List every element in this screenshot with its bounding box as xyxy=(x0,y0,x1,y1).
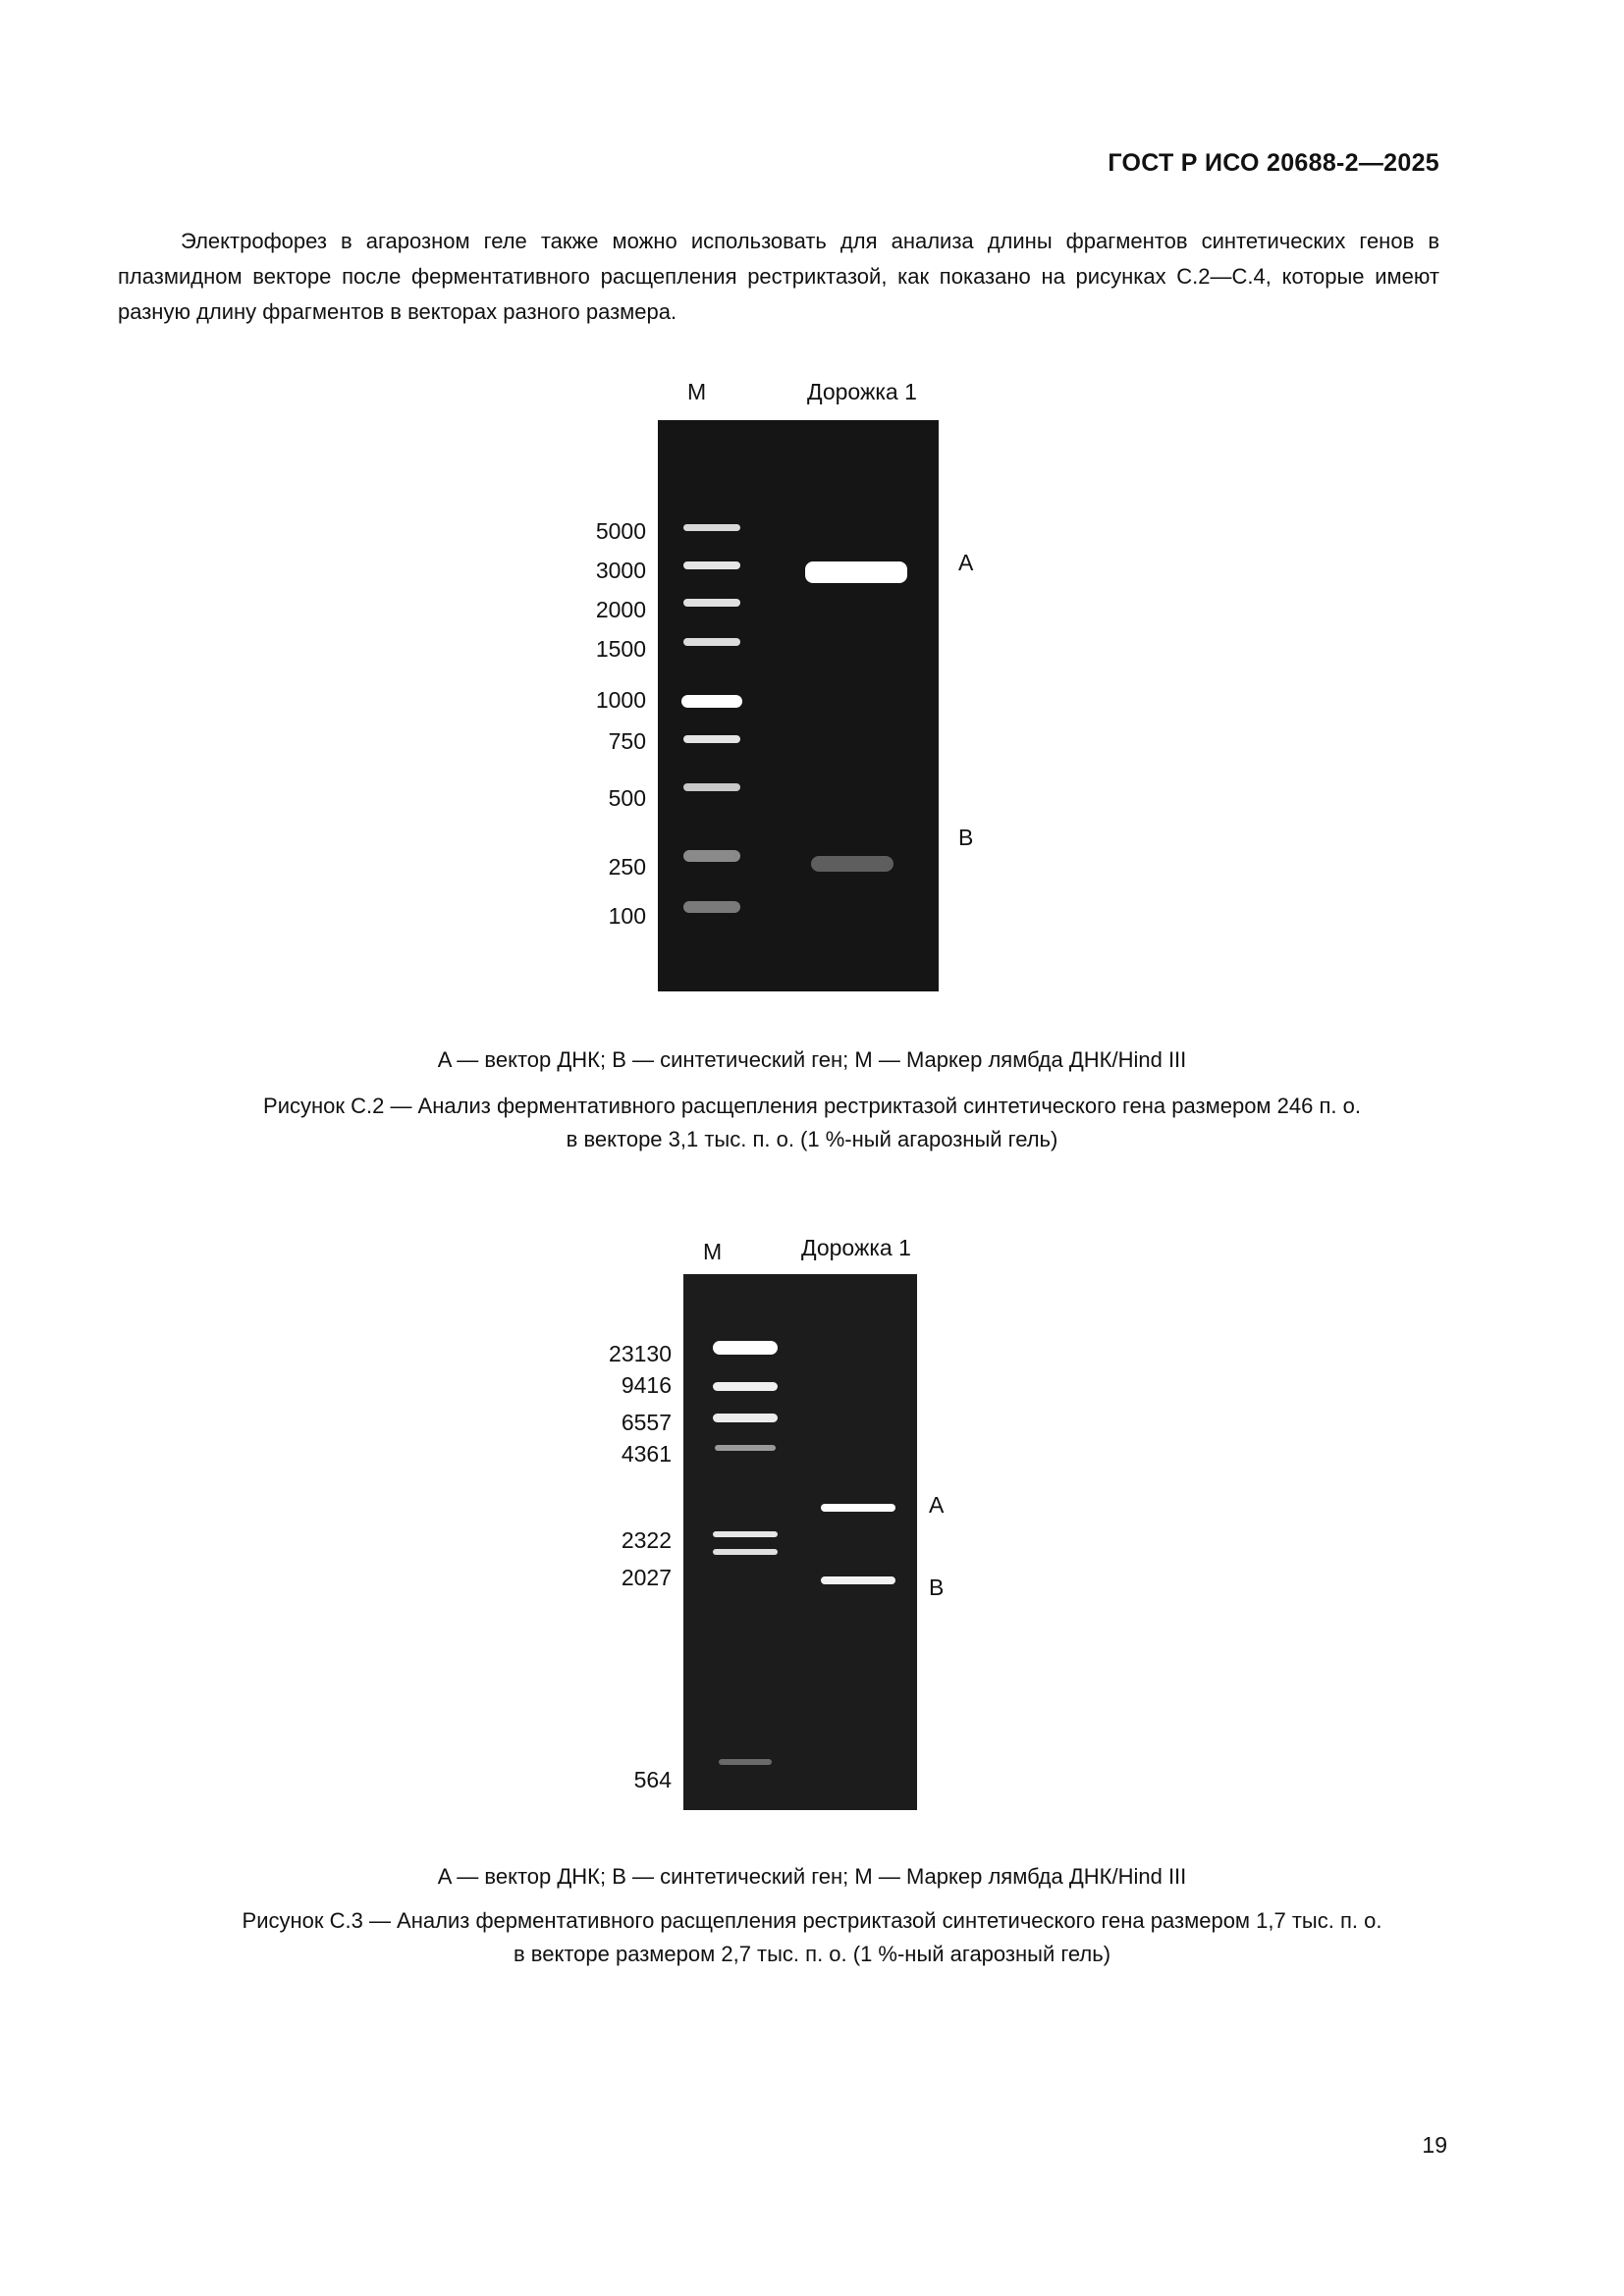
gel-image xyxy=(658,420,939,991)
ladder-label: 5000 xyxy=(595,518,646,544)
ladder-label: 4361 xyxy=(621,1441,672,1467)
figure-legend: A — вектор ДНК; B — синтетический ген; M — Маркер лямбда ДНК/Hind III xyxy=(437,1864,1187,1889)
caption-line: в векторе 3,1 тыс. п. о. (1 %-ный агарозный гель) xyxy=(566,1127,1058,1151)
marker-band xyxy=(681,695,742,708)
ladder-label: 2000 xyxy=(595,597,646,622)
figure-caption xyxy=(0,1090,1624,1156)
marker-band xyxy=(683,901,740,913)
caption-line: в векторе размером 2,7 тыс. п. о. (1 %-ный агарозный гель) xyxy=(513,1942,1111,1966)
page-number: 19 xyxy=(1422,2132,1447,2158)
ladder-label: 250 xyxy=(608,854,646,880)
lane-band-gene xyxy=(821,1576,895,1584)
ladder-label: 2322 xyxy=(621,1527,672,1553)
band-label-b: B xyxy=(958,825,974,850)
ladder-label: 23130 xyxy=(609,1341,672,1366)
intro-paragraph: Электрофорез в агарозном геле также можно использовать для анализа длины фрагментов синтетических генов в плазмидном векторе после ферментативного расщепления рестриктазой, как показано на рисунках C.2—C.4, которые имеют разную длину фрагментов в векторах разного размера. xyxy=(118,229,1439,324)
marker-band xyxy=(713,1549,778,1555)
marker-band xyxy=(713,1341,778,1355)
marker-band xyxy=(713,1382,778,1391)
caption-line: Рисунок C.3 — Анализ ферментативного расщепления рестриктазой синтетического гена размером 1,7 тыс. п. о. xyxy=(242,1908,1382,1933)
marker-band xyxy=(715,1445,776,1451)
ladder-label: 3000 xyxy=(595,558,646,583)
lane-band-vector xyxy=(805,561,907,583)
ladder-label: 100 xyxy=(608,903,646,929)
marker-band xyxy=(683,638,740,646)
ladder-label: 750 xyxy=(608,728,646,754)
lane-band-vector xyxy=(821,1504,895,1512)
ladder-label: 2027 xyxy=(621,1565,672,1590)
gel-image xyxy=(683,1274,917,1810)
marker-band xyxy=(713,1531,778,1537)
band-label-a: A xyxy=(958,550,974,575)
ladder-label: 6557 xyxy=(621,1410,672,1435)
marker-band xyxy=(683,599,740,607)
marker-column-label: M xyxy=(703,1239,723,1264)
ladder-label: 500 xyxy=(608,785,646,811)
ladder-label: 9416 xyxy=(621,1372,672,1398)
ladder-label: 564 xyxy=(633,1767,672,1792)
caption-line: Рисунок C.2 — Анализ ферментативного расщепления рестриктазой синтетического гена размером 246 п. о. xyxy=(263,1094,1361,1118)
lane-column-label: Дорожка 1 xyxy=(801,1235,911,1260)
marker-band xyxy=(683,735,740,743)
band-label-b: B xyxy=(929,1575,945,1600)
ladder-label: 1000 xyxy=(595,687,646,713)
figure-legend: A — вектор ДНК; B — синтетический ген; M — Маркер лямбда ДНК/Hind III xyxy=(437,1047,1187,1072)
figure-caption xyxy=(0,1904,1624,1971)
marker-band xyxy=(683,783,740,791)
marker-band xyxy=(683,561,740,569)
ladder-label: 1500 xyxy=(595,636,646,662)
marker-column-label: M xyxy=(687,379,707,404)
band-label-a: A xyxy=(929,1492,945,1518)
marker-band xyxy=(683,524,740,531)
marker-band xyxy=(719,1759,772,1765)
lane-band-gene xyxy=(811,856,893,872)
document-header: ГОСТ Р ИСО 20688-2—2025 xyxy=(1108,149,1439,177)
marker-band xyxy=(713,1414,778,1422)
marker-band xyxy=(683,850,740,862)
lane-column-label: Дорожка 1 xyxy=(807,379,917,404)
